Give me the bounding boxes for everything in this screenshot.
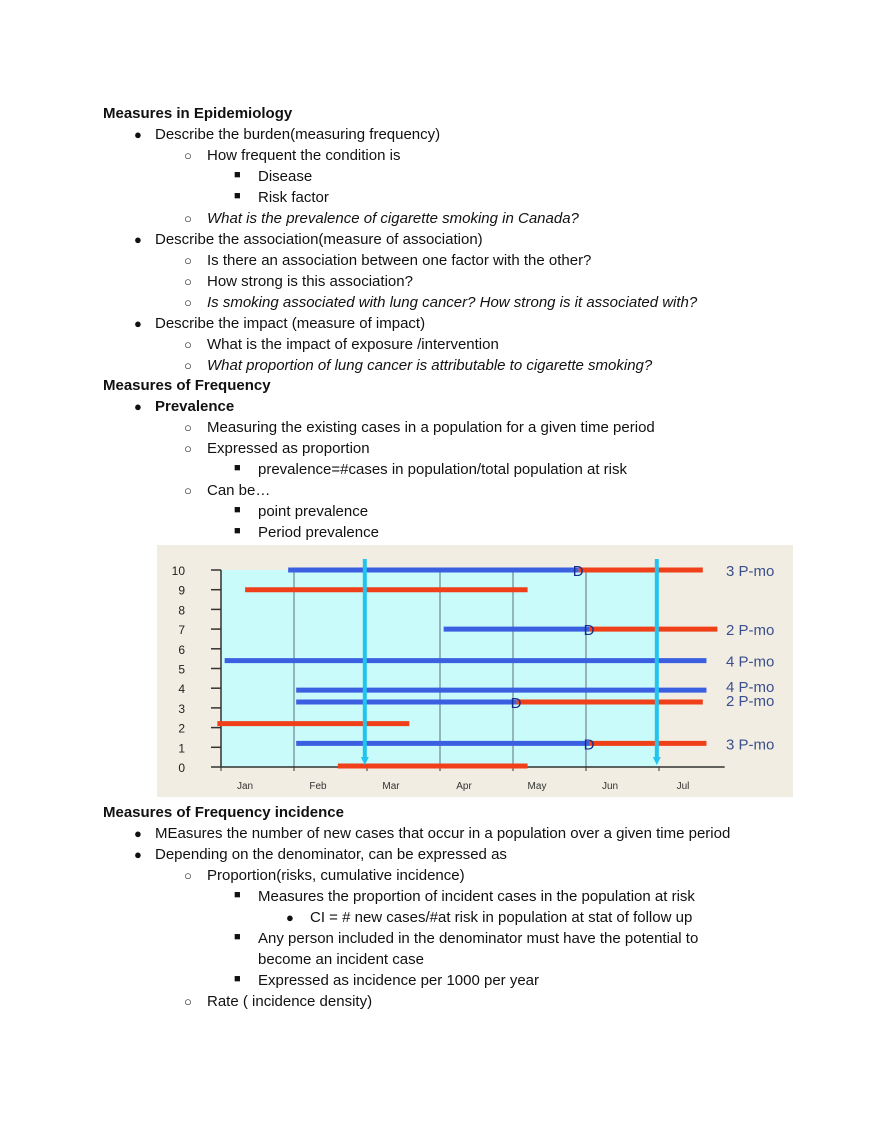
list-item: CI = # new cases/#at risk in population at stat of follow up bbox=[310, 909, 693, 926]
list-item: point prevalence bbox=[258, 503, 369, 520]
person-months-label: 3 P-mo bbox=[726, 563, 775, 580]
bullet-icon: ○ bbox=[184, 337, 192, 352]
list-item: How frequent the condition is bbox=[207, 147, 401, 164]
bullet-icon: ■ bbox=[234, 462, 241, 474]
y-tick-label: 5 bbox=[178, 662, 185, 677]
bullet-icon: ■ bbox=[234, 504, 241, 516]
bullet-icon: ○ bbox=[184, 868, 192, 883]
list-item: Measuring the existing cases in a population for a given time period bbox=[207, 419, 655, 436]
list-item: What is the impact of exposure /intervention bbox=[207, 336, 499, 353]
list-item: Is there an association between one factor with the other? bbox=[207, 252, 592, 269]
y-tick-label: 8 bbox=[178, 603, 185, 618]
bullet-icon: ■ bbox=[234, 525, 241, 537]
bullet-icon: ■ bbox=[234, 889, 241, 901]
y-tick-label: 4 bbox=[178, 682, 185, 697]
person-months-label: 2 P-mo bbox=[726, 692, 775, 710]
bullet-icon: ○ bbox=[184, 211, 192, 226]
event-marker: D bbox=[510, 694, 522, 712]
y-tick-label: 7 bbox=[178, 623, 185, 638]
y-tick-label: 2 bbox=[178, 721, 185, 736]
person-months-label: 3 P-mo bbox=[726, 736, 775, 754]
bullet-icon: ■ bbox=[234, 190, 241, 202]
bullet-icon: ○ bbox=[184, 441, 192, 456]
person-months-label: 4 P-mo bbox=[726, 653, 775, 671]
list-item: Describe the association(measure of association) bbox=[155, 231, 483, 248]
section-heading: Measures in Epidemiology bbox=[103, 105, 293, 122]
y-tick-label: 1 bbox=[178, 741, 185, 756]
list-item: prevalence=#cases in population/total population at risk bbox=[258, 461, 627, 478]
list-item: MEasures the number of new cases that occur in a population over a given time period bbox=[155, 825, 731, 842]
bullet-icon: ● bbox=[134, 399, 142, 414]
bullet-icon: ○ bbox=[184, 148, 192, 163]
bullet-icon: ● bbox=[286, 910, 294, 925]
bullet-icon: ○ bbox=[184, 420, 192, 435]
bullet-icon: ○ bbox=[184, 358, 192, 373]
list-item: Depending on the denominator, can be expressed as bbox=[155, 846, 507, 863]
list-item: What proportion of lung cancer is attributable to cigarette smoking? bbox=[207, 357, 653, 374]
list-item: How strong is this association? bbox=[207, 273, 413, 290]
list-item: Any person included in the denominator must have the potential to bbox=[258, 930, 699, 947]
bullet-icon: ■ bbox=[234, 973, 241, 985]
event-marker: D bbox=[572, 563, 584, 580]
list-item: Expressed as proportion bbox=[207, 440, 370, 457]
bullet-icon: ● bbox=[134, 127, 142, 142]
event-marker: D bbox=[583, 622, 595, 640]
person-months-label: 4 P-mo bbox=[726, 679, 775, 697]
y-tick-label: 10 bbox=[171, 564, 185, 578]
list-item: Can be… bbox=[207, 482, 271, 499]
y-tick-label: 3 bbox=[178, 701, 185, 716]
bullet-icon: ● bbox=[134, 232, 142, 247]
list-item: Proportion(risks, cumulative incidence) bbox=[207, 867, 465, 884]
chart-svg bbox=[157, 545, 793, 797]
x-tick-label: Feb bbox=[309, 781, 327, 792]
y-tick-label: 6 bbox=[178, 642, 185, 657]
event-marker: D bbox=[583, 736, 595, 754]
bullet-icon: ○ bbox=[184, 274, 192, 289]
list-item: Risk factor bbox=[258, 189, 329, 206]
bullet-icon: ● bbox=[134, 826, 142, 841]
list-item: Is smoking associated with lung cancer? How strong is it associated with? bbox=[207, 294, 698, 311]
prevalence-timeline-chart bbox=[157, 545, 793, 797]
person-months-label: 2 P-mo bbox=[726, 622, 775, 640]
x-tick-label: Jan bbox=[236, 781, 254, 792]
bullet-icon: ○ bbox=[184, 994, 192, 1009]
list-item: Disease bbox=[258, 168, 313, 185]
list-item: become an incident case bbox=[258, 951, 424, 968]
list-item: Period prevalence bbox=[258, 524, 379, 541]
list-item: Describe the burden(measuring frequency) bbox=[155, 126, 441, 143]
y-tick-label: 9 bbox=[178, 583, 185, 598]
x-tick-label: Jun bbox=[601, 781, 619, 792]
bullet-icon: ■ bbox=[234, 169, 241, 181]
bullet-icon: ● bbox=[134, 847, 142, 862]
y-tick-label: 0 bbox=[178, 761, 185, 775]
list-item: Expressed as incidence per 1000 per year bbox=[258, 972, 540, 989]
x-tick-label: May bbox=[527, 781, 547, 792]
x-tick-label: Mar bbox=[382, 781, 400, 792]
list-item: Prevalence bbox=[155, 398, 235, 415]
list-item: What is the prevalence of cigarette smoking in Canada? bbox=[207, 210, 579, 227]
bullet-icon: ○ bbox=[184, 253, 192, 268]
section-heading: Measures of Frequency bbox=[103, 377, 271, 394]
bullet-icon: ■ bbox=[234, 931, 241, 943]
bullet-icon: ○ bbox=[184, 483, 192, 498]
section-heading: Measures of Frequency incidence bbox=[103, 804, 344, 821]
x-tick-label: Jul bbox=[676, 781, 690, 792]
list-item: Measures the proportion of incident cases in the population at risk bbox=[258, 888, 695, 905]
x-tick-label: Apr bbox=[456, 781, 472, 792]
list-item: Rate ( incidence density) bbox=[207, 993, 373, 1010]
bullet-icon: ● bbox=[134, 316, 142, 331]
list-item: Describe the impact (measure of impact) bbox=[155, 315, 426, 332]
bullet-icon: ○ bbox=[184, 295, 192, 310]
